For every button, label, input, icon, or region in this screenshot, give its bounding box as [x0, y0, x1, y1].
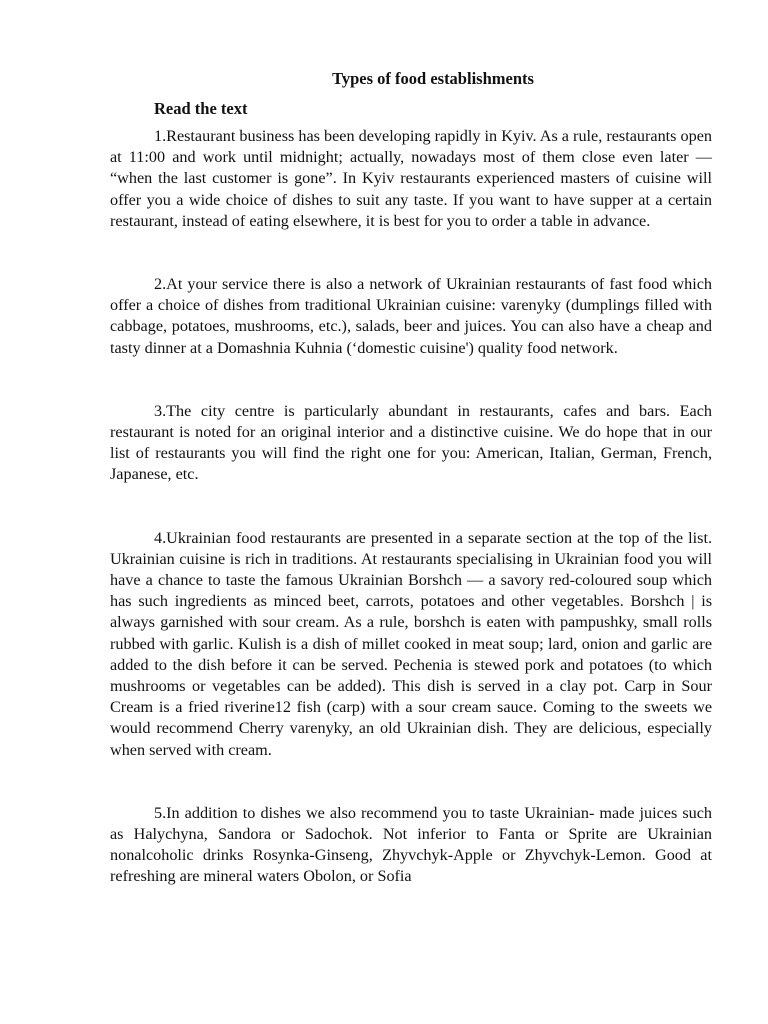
page-subtitle: Read the text — [154, 99, 248, 118]
paragraph-spacer — [110, 761, 712, 803]
paragraph-5: 5.In addition to dishes we also recommend you to taste Ukrainian- made juices such as Halychyna, Sandora or Sadochok. Not inferior to Fanta or Sprite are Ukrainian nonalcoholic drinks Rosynka-Ginseng, Zhyvchyk-Apple or Zhyvchyk-Lemon. Good at refreshing are mineral waters Obolon, or Sofia — [110, 803, 712, 886]
page-title: Types of food establishments — [332, 69, 534, 88]
document-page — [110, 68, 712, 888]
paragraph-1: 1.Restaurant business has been developing rapidly in Kyiv. As a rule, restaurants open at 11:00 and work until midnight; actually, nowadays most of them close even later — “when the last customer is gone”. In Kyiv restaurants experienced masters of cuisine will offer you a wide choice of dishes to suit any taste. If you want to have supper at a certain restaurant, instead of eating elsewhere, it is best for you to order a table in advance. — [110, 127, 712, 230]
paragraph-2: 2.At your service there is also a network of Ukrainian restaurants of fast food which offer a choice of dishes from traditional Ukrainian cuisine: varenyky (dumplings filled with cabbage, potatoes, mushrooms, etc.), salads, beer and juices. You can also have a cheap and tasty dinner at a Domashnia Kuhnia (‘domestic cuisine') quality food network. — [110, 275, 712, 357]
paragraph-spacer — [110, 359, 712, 401]
paragraph-4: 4.Ukrainian food restaurants are presented in a separate section at the top of the list. Ukrainian cuisine is rich in traditions. At restaurants specialising in Ukrainian food you will have a chance to taste the famous Ukrainian Borshch — a savory red-coloured soup which has such ingredients as minced beet, carrots, potatoes and other vegetables. Borshch | is always garnished with sour cream. As a rule, borshch is eaten with pampushky, small rolls rubbed with garlic. Kulish is a dish of millet cooked in meat soup; lard, onion and garlic are added to the dish before it can be served. Pechenia is stewed pork and potatoes (to which mushrooms or vegetables can be added). This dish is served in a clay pot. Carp in Sour Cream is a fried riverine12 fish (carp) with a sour cream sauce. Coming to the sweets we would recommend Cherry varenyky, an old Ukrainian dish. They are delicious, especially when served with cream. — [110, 528, 712, 759]
paragraph-spacer — [110, 486, 712, 528]
paragraph-spacer — [110, 232, 712, 274]
paragraph-3: 3.The city centre is particularly abundant in restaurants, cafes and bars. Each restaurant is noted for an original interior and a distinctive cuisine. We do hope that in our list of restaurants you will find the right one for you: American, Italian, German, French, Japanese, etc. — [110, 401, 712, 484]
